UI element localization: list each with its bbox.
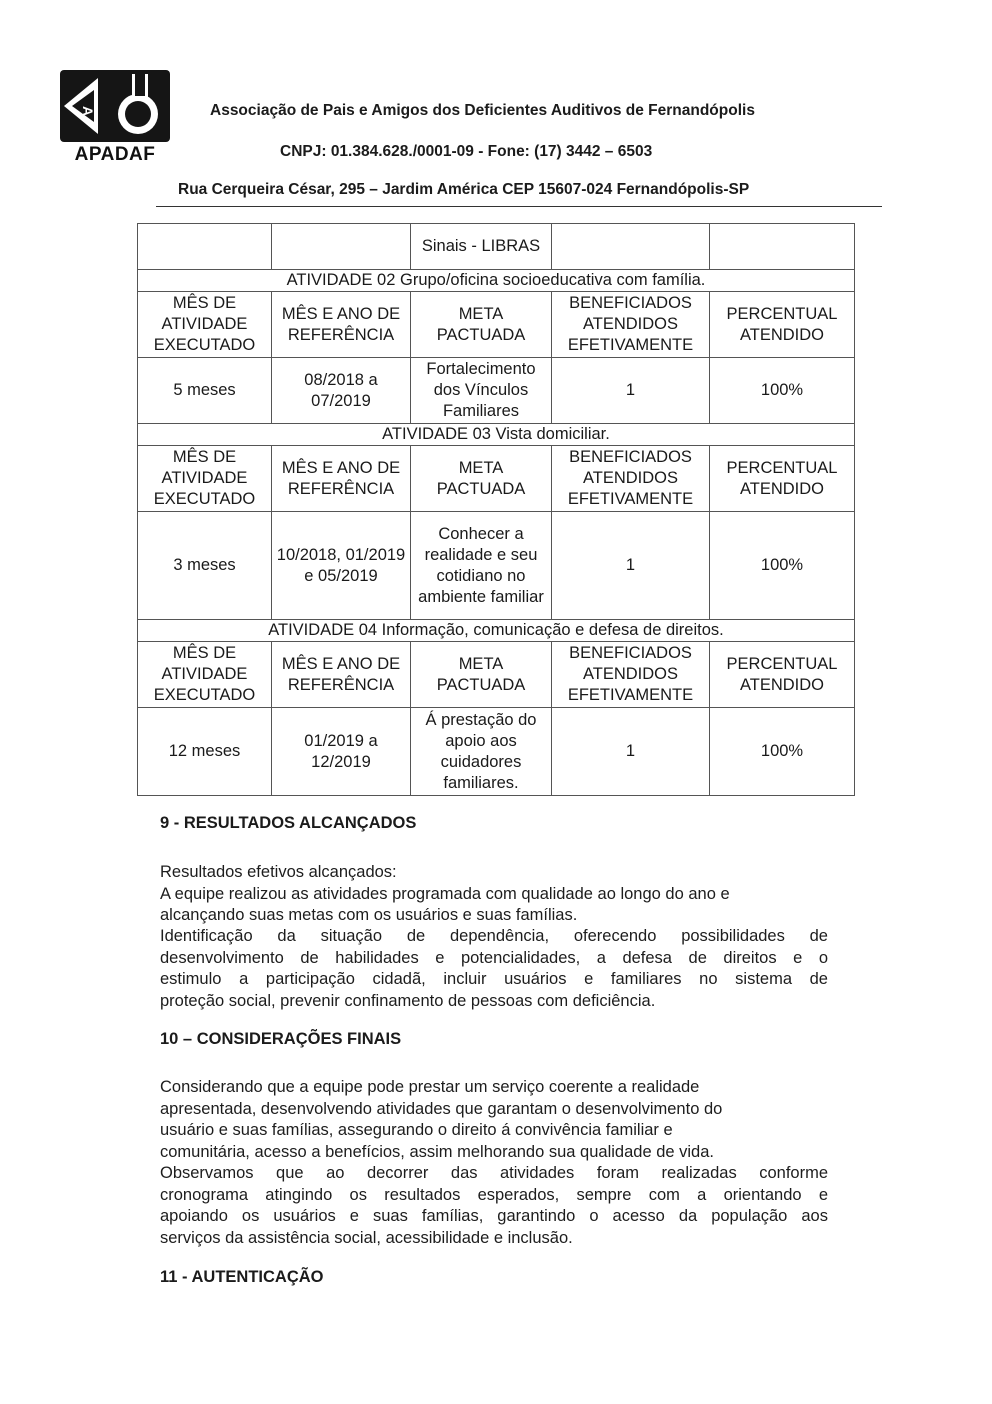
text-line: proteção social, prevenir confinamento de pessoas com deficiência.: [160, 991, 656, 1010]
col-header-benef: BENEFICIADOS ATENDIDOS EFETIVAMENTE: [552, 642, 710, 708]
table-row: [138, 224, 855, 270]
text-line: apresentada, desenvolvendo atividades que garantam o desenvolvimento do: [160, 1099, 723, 1118]
activities-table: [137, 223, 855, 796]
cell-mes: 3 meses: [138, 512, 272, 620]
cell-meta: Conhecer a realidade e seu cotidiano no ambiente familiar: [411, 512, 552, 620]
activity-title: ATIVIDADE 02 Grupo/oficina socioeducativa com família.: [138, 270, 855, 292]
section-9-title: 9 - RESULTADOS ALCANÇADOS: [160, 814, 417, 832]
text-line: estimulo a participação cidadã, incluir usuários e familiares no sistema de: [160, 970, 828, 988]
col-header-benef: BENEFICIADOS ATENDIDOS EFETIVAMENTE: [552, 292, 710, 358]
col-header-ref: MÊS E ANO DE REFERÊNCIA: [272, 292, 411, 358]
activity-title-row: [138, 270, 855, 292]
text-line: alcançando suas metas com os usuários e suas famílias.: [160, 906, 578, 924]
table-row: [138, 512, 855, 620]
cnpj-phone: CNPJ: 01.384.628./0001-09 - Fone: (17) 3442 – 6503: [280, 143, 653, 160]
logo-text: APADAF: [74, 144, 156, 165]
activity-title-row: [138, 424, 855, 446]
cell-benef: 1: [552, 358, 710, 424]
column-header-row: [138, 446, 855, 512]
cell-ref: 10/2018, 01/2019 e 05/2019: [272, 512, 411, 620]
table-row: [138, 708, 855, 796]
text-line: desenvolvimento de habilidades e potencialidades, a defesa de direitos e o: [160, 948, 828, 967]
table-cell: [552, 224, 710, 270]
cell-perc: 100%: [710, 512, 855, 620]
col-header-meta: META PACTUADA: [411, 642, 552, 708]
col-header-meta: META PACTUADA: [411, 446, 552, 512]
logo-emblem-icon: [58, 68, 172, 144]
text-line: apoiando os usuários e suas famílias, garantindo o acesso da população aos: [160, 1207, 828, 1225]
text-line: A equipe realizou as atividades programada com qualidade ao longo do ano e: [160, 884, 730, 903]
text-line: Considerando que a equipe pode prestar um serviço coerente a realidade: [160, 1078, 700, 1096]
col-header-perc: PERCENTUAL ATENDIDO: [710, 292, 855, 358]
svg-text:A: A: [80, 106, 96, 117]
col-header-ref: MÊS E ANO DE REFERÊNCIA: [272, 642, 411, 708]
text-line: usuário e suas famílias, assegurando o direito á convivência familiar e: [160, 1121, 673, 1139]
activity-title: ATIVIDADE 03 Vista domiciliar.: [138, 424, 855, 446]
table-cell: [710, 224, 855, 270]
col-header-mes: MÊS DE ATIVIDADE EXECUTADO: [138, 642, 272, 708]
cell-mes: 5 meses: [138, 358, 272, 424]
section-10-title: 10 – CONSIDERAÇÕES FINAIS: [160, 1030, 402, 1048]
table-row: [138, 358, 855, 424]
text-line: Observamos que ao decorrer das atividades foram realizadas conforme: [160, 1164, 828, 1182]
col-header-meta: META PACTUADA: [411, 292, 552, 358]
section-11-title: 11 - AUTENTICAÇÃO: [160, 1268, 324, 1286]
table-cell: Sinais - LIBRAS: [411, 224, 552, 270]
table-cell: [272, 224, 411, 270]
organization-address: Rua Cerqueira César, 295 – Jardim América CEP 15607-024 Fernandópolis-SP: [178, 181, 750, 198]
cell-ref: 08/2018 a 07/2019: [272, 358, 411, 424]
text-line: cronograma atingindo os resultados esperados, sempre com a orientando e: [160, 1185, 828, 1204]
table-cell: [138, 224, 272, 270]
cell-perc: 100%: [710, 708, 855, 796]
col-header-perc: PERCENTUAL ATENDIDO: [710, 446, 855, 512]
activity-title: ATIVIDADE 04 Informação, comunicação e defesa de direitos.: [138, 620, 855, 642]
header-divider: [156, 206, 882, 207]
section-9-intro: [160, 862, 828, 927]
section-10-intro: [160, 1077, 828, 1163]
cell-benef: 1: [552, 708, 710, 796]
text-line: comunitária, acesso a benefícios, assim melhorando sua qualidade de vida.: [160, 1142, 714, 1161]
col-header-mes: MÊS DE ATIVIDADE EXECUTADO: [138, 446, 272, 512]
text-line: Resultados efetivos alcançados:: [160, 863, 397, 881]
col-header-ref: MÊS E ANO DE REFERÊNCIA: [272, 446, 411, 512]
col-header-perc: PERCENTUAL ATENDIDO: [710, 642, 855, 708]
column-header-row: [138, 642, 855, 708]
section-10-body: [160, 1163, 828, 1249]
column-header-row: [138, 292, 855, 358]
cell-benef: 1: [552, 512, 710, 620]
activity-title-row: [138, 620, 855, 642]
cell-ref: 01/2019 a 12/2019: [272, 708, 411, 796]
col-header-benef: BENEFICIADOS ATENDIDOS EFETIVAMENTE: [552, 446, 710, 512]
text-line: serviços da assistência social, acessibilidade e inclusão.: [160, 1228, 573, 1247]
cell-meta: Á prestação do apoio aos cuidadores familiares.: [411, 708, 552, 796]
cell-meta: Fortalecimento dos Vínculos Familiares: [411, 358, 552, 424]
cell-mes: 12 meses: [138, 708, 272, 796]
apadaf-logo: [58, 68, 172, 168]
cell-perc: 100%: [710, 358, 855, 424]
organization-name: Associação de Pais e Amigos dos Deficientes Auditivos de Fernandópolis: [210, 102, 755, 119]
col-header-mes: MÊS DE ATIVIDADE EXECUTADO: [138, 292, 272, 358]
section-9-body: [160, 926, 828, 1012]
text-line: Identificação da situação de dependência, oferecendo possibilidades de: [160, 927, 828, 945]
